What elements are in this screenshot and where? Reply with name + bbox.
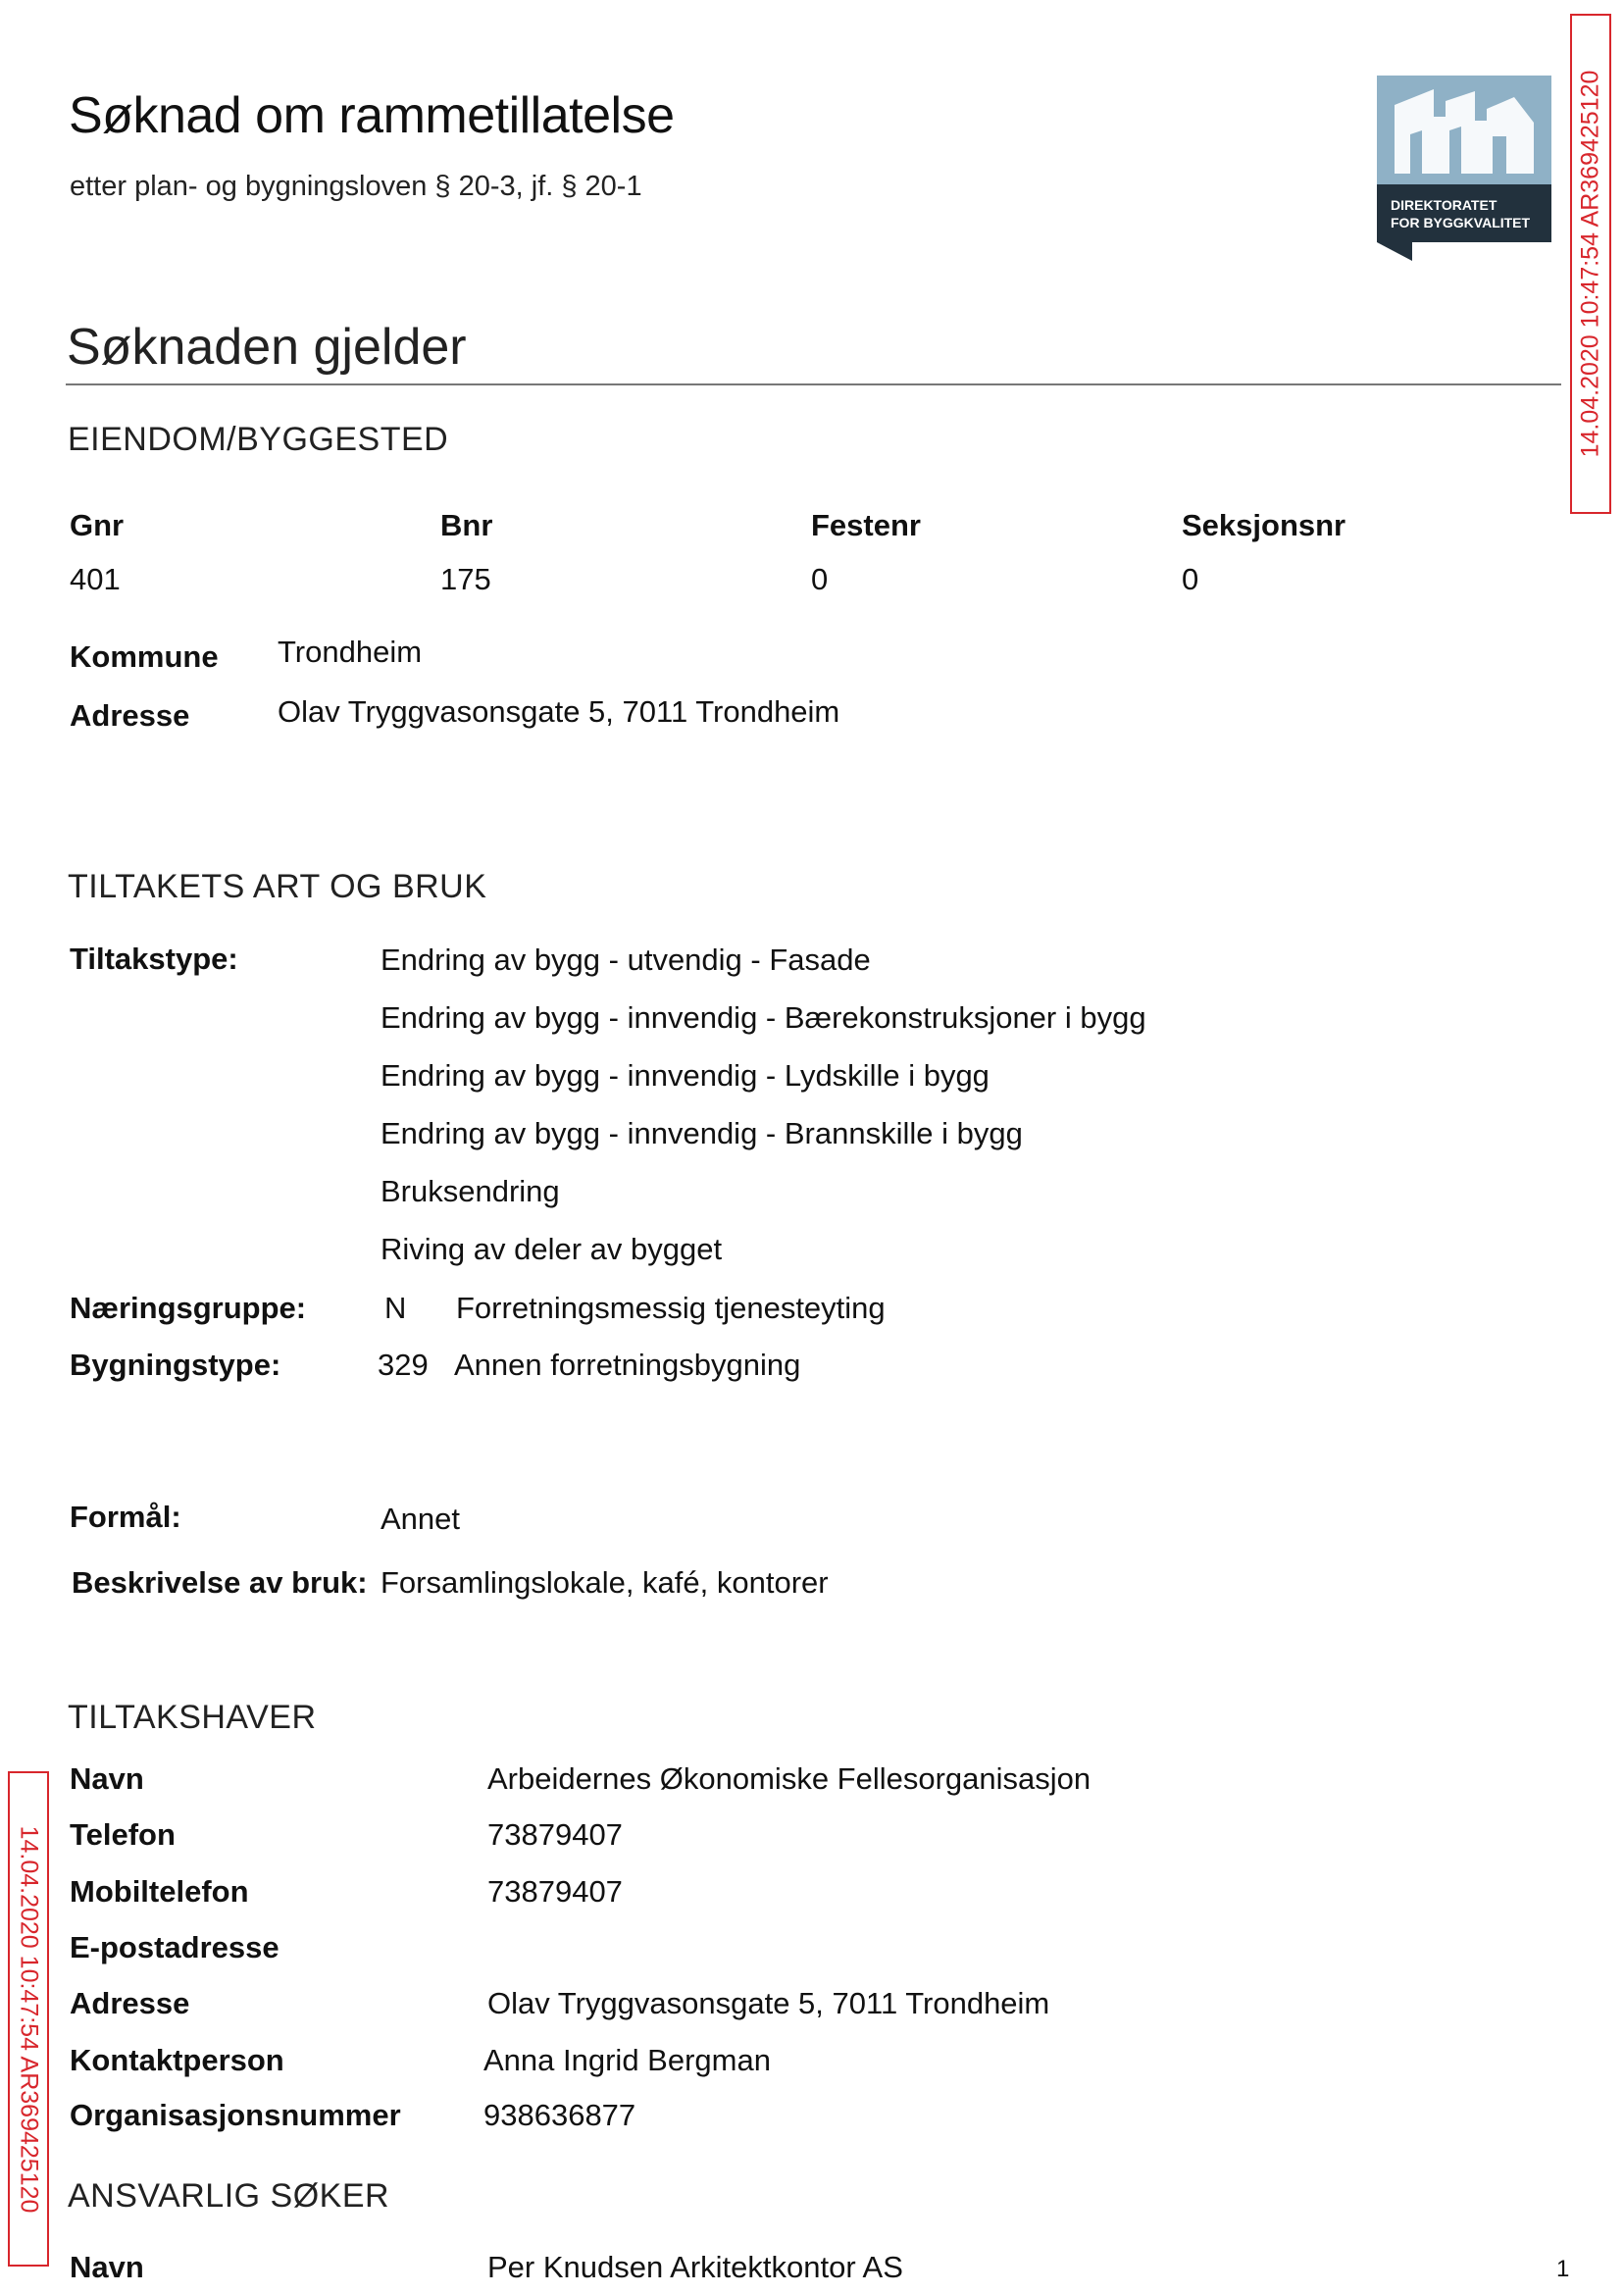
kontaktperson-value: Anna Ingrid Bergman [483,2043,771,2077]
tiltakstype-item: Endring av bygg - innvendig - Bærekonstruksjoner i bygg [381,1000,1146,1035]
dibk-logo [1377,76,1551,261]
seksjonsnr-label: Seksjonsnr [1182,508,1346,542]
beskrivelse-value: Forsamlingslokale, kafé, kontorer [381,1565,829,1600]
festenr-value: 0 [811,562,829,596]
tiltakstype-label: Tiltakstype: [70,942,238,976]
ansvarlig-navn-label: Navn [70,2250,144,2284]
page-number: 1 [1556,2256,1570,2282]
logo-text-line1: DIREKTORATET [1391,197,1497,213]
tiltakshaver-heading: TILTAKSHAVER [68,1699,317,1736]
bygningstype-code: 329 [378,1348,429,1382]
naeringsgruppe-value: Forretningsmessig tjenesteyting [456,1291,886,1325]
seksjonsnr-value: 0 [1182,562,1199,596]
tiltakstype-item: Endring av bygg - innvendig - Lydskille i bygg [381,1058,990,1093]
date-stamp-top-text: 14.04.2020 10:47:54 AR369425120 [1576,70,1604,458]
gnr-value: 401 [70,562,121,596]
eiendom-heading: EIENDOM/BYGGESTED [68,421,449,458]
tiltakshaver-adresse-label: Adresse [70,1986,190,2020]
bnr-value: 175 [440,562,491,596]
date-stamp-top [1570,14,1611,514]
tiltakshaver-navn-value: Arbeidernes Økonomiske Fellesorganisasjon [487,1761,1091,1796]
mobiltelefon-label: Mobiltelefon [70,1874,249,1909]
bygningstype-value: Annen forretningsbygning [454,1348,801,1382]
mobiltelefon-value: 73879407 [487,1874,623,1909]
kontaktperson-label: Kontaktperson [70,2043,284,2077]
ansvarlig-navn-value: Per Knudsen Arkitektkontor AS [487,2250,903,2284]
logo-text-line2: FOR BYGGKVALITET [1391,215,1531,230]
date-stamp-left [8,1771,49,2267]
date-stamp-left-text: 14.04.2020 10:47:54 AR369425120 [15,1825,43,2213]
formaal-label: Formål: [70,1500,181,1534]
organisasjonsnummer-value: 938636877 [483,2098,636,2132]
organisasjonsnummer-label: Organisasjonsnummer [70,2098,401,2132]
section-title: Søknaden gjelder [67,319,467,376]
bygningstype-label: Bygningstype: [70,1348,281,1382]
telefon-label: Telefon [70,1817,176,1852]
document-subtitle: etter plan- og bygningsloven § 20-3, jf. § 20-1 [70,171,642,202]
document-title: Søknad om rammetillatelse [69,87,675,144]
dibk-logo-graphic [1377,76,1551,261]
kommune-value: Trondheim [278,635,423,669]
epost-label: E-postadresse [70,1930,279,1964]
telefon-value: 73879407 [487,1817,623,1852]
eiendom-adresse-value: Olav Tryggvasonsgate 5, 7011 Trondheim [278,694,840,729]
naeringsgruppe-label: Næringsgruppe: [70,1291,307,1325]
gnr-label: Gnr [70,508,125,542]
tiltak-heading: TILTAKETS ART OG BRUK [68,868,487,905]
tiltakshaver-navn-label: Navn [70,1761,144,1796]
tiltakstype-item: Endring av bygg - innvendig - Brannskille i bygg [381,1116,1023,1150]
kommune-label: Kommune [70,639,219,674]
ansvarlig-soker-heading: ANSVARLIG SØKER [68,2177,390,2215]
beskrivelse-label: Beskrivelse av bruk: [72,1565,368,1600]
tiltakstype-item: Endring av bygg - utvendig - Fasade [381,943,871,977]
eiendom-adresse-label: Adresse [70,698,190,733]
naeringsgruppe-code: N [384,1291,407,1325]
tiltakstype-item: Riving av deler av bygget [381,1232,723,1266]
formaal-value: Annet [381,1502,461,1536]
section-divider [66,383,1561,385]
tiltakstype-item: Bruksendring [381,1174,560,1208]
bnr-label: Bnr [440,508,493,542]
tiltakshaver-adresse-value: Olav Tryggvasonsgate 5, 7011 Trondheim [487,1986,1050,2020]
festenr-label: Festenr [811,508,921,542]
